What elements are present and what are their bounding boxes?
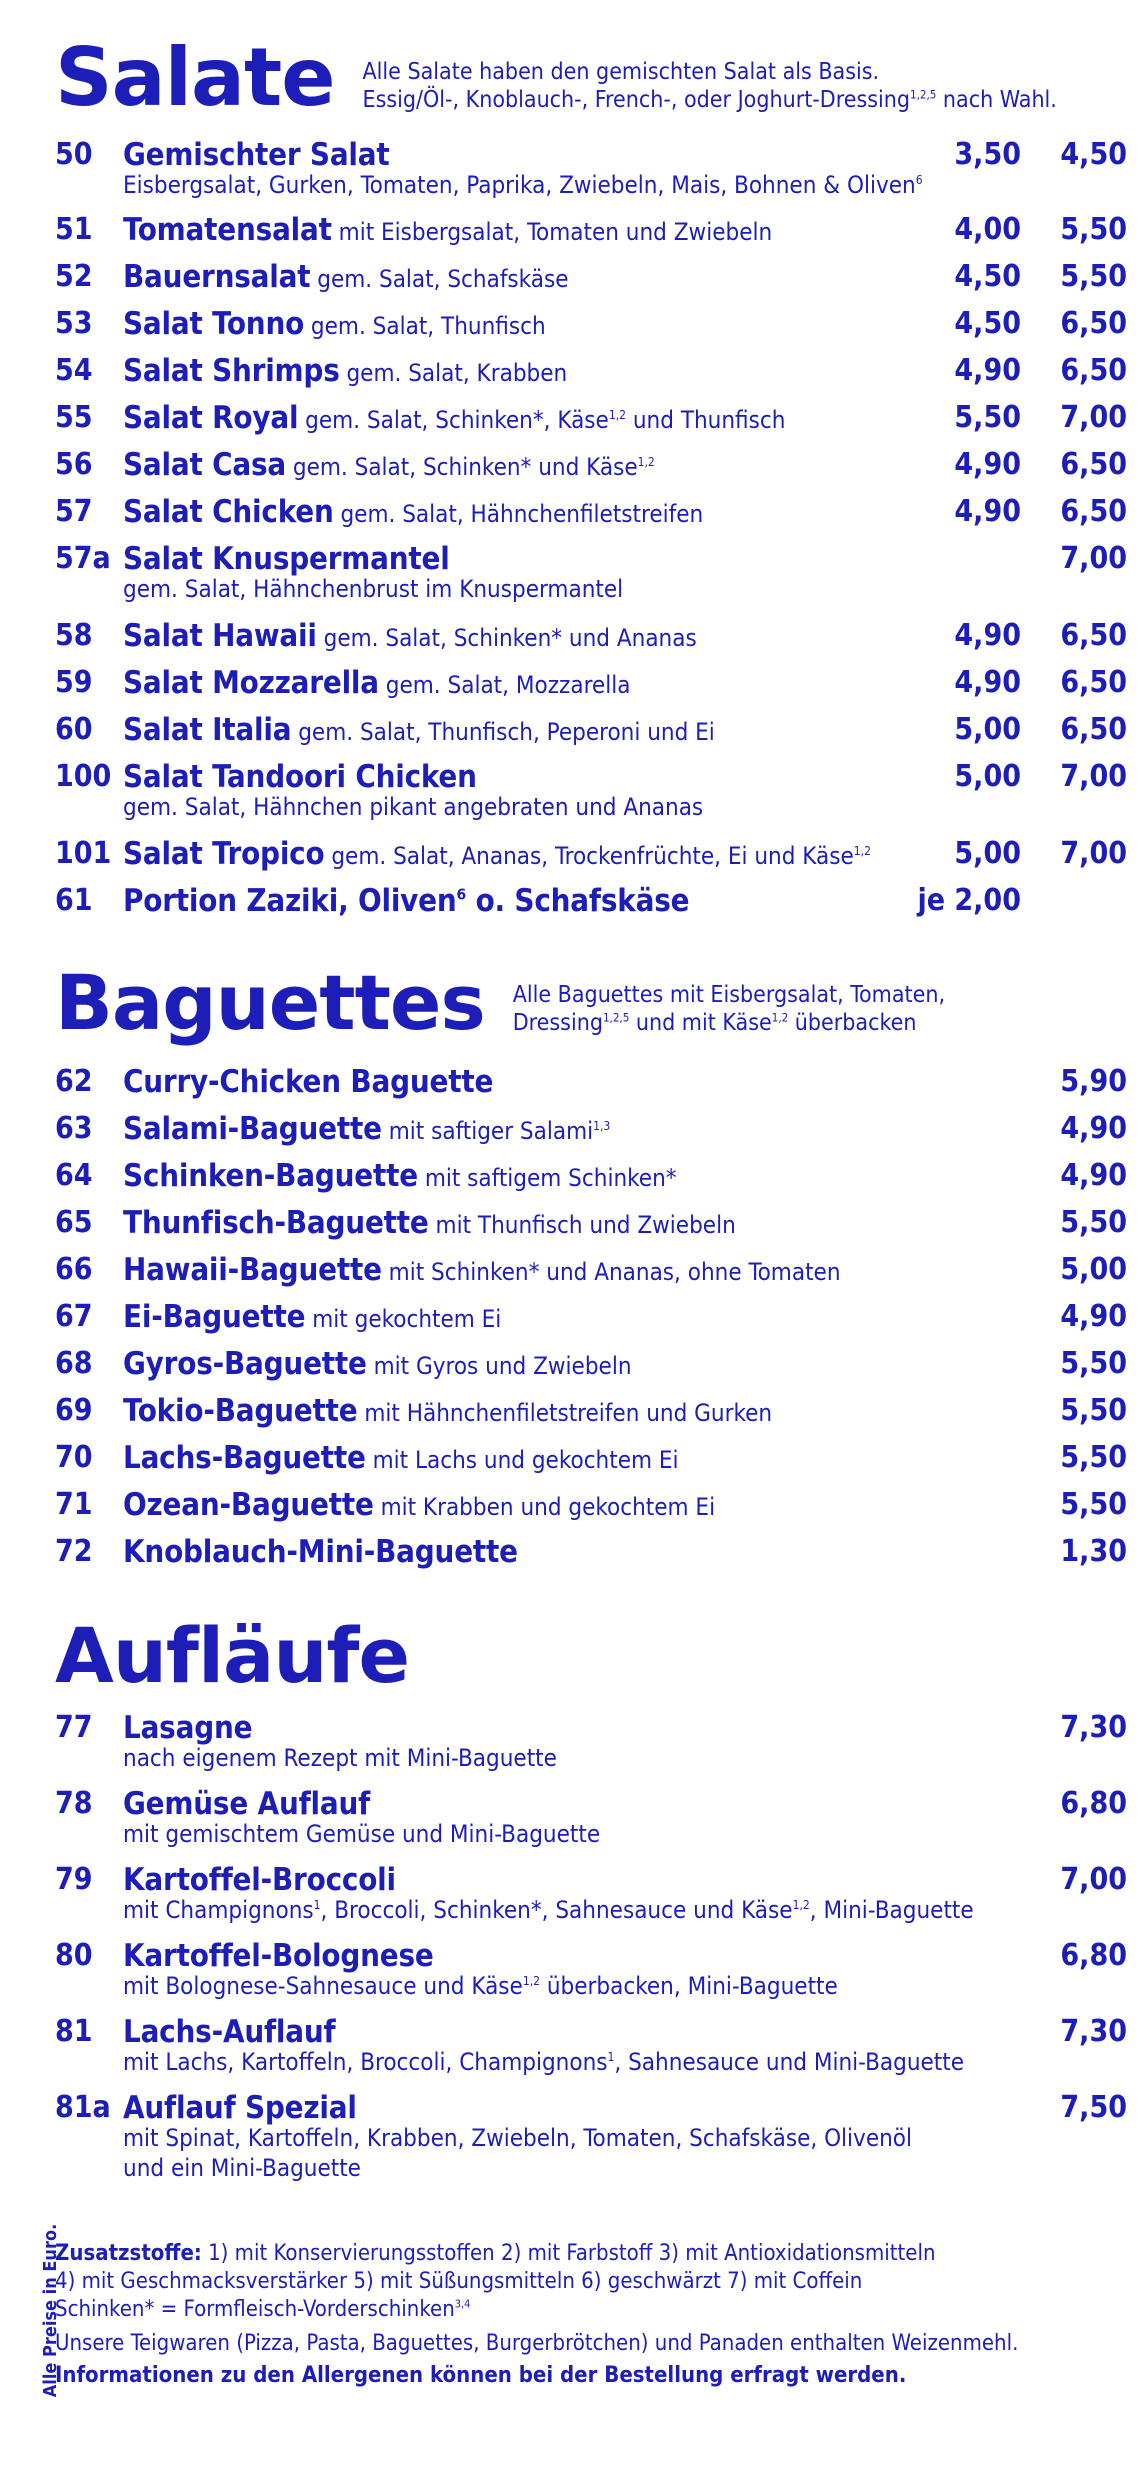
- item-name: Gemüse Auflauf: [123, 1786, 371, 1822]
- salate-title: Salate: [55, 31, 335, 124]
- item-name: Tomatensalat: [123, 212, 332, 248]
- additives-footer: [55, 2240, 1095, 2390]
- item-name: Lasagne: [123, 1710, 253, 1746]
- item-description-cont: und ein Mini-Baguette: [123, 2154, 361, 2182]
- item-price-small: 4,90: [954, 494, 1021, 529]
- item-number: 77: [55, 1710, 93, 1745]
- item-name: Auflauf Spezial: [123, 2090, 357, 2126]
- item-number: 81a: [55, 2090, 111, 2125]
- auflaeufe-header: [55, 1611, 410, 1700]
- item-description: mit gekochtem Ei: [305, 1305, 502, 1333]
- item-price-small: 4,50: [954, 259, 1021, 294]
- item-price-large: 5,50: [1060, 212, 1127, 247]
- item-description: gem. Salat, Schinken* und Käse$^{1,2}$: [286, 453, 655, 481]
- item-price: 5,50: [1060, 1440, 1127, 1475]
- item-number: 63: [55, 1111, 93, 1146]
- footer-line: Zusatzstoffe: 1) mit Konservierungsstoffen 2) mit Farbstoff 3) mit Antioxidationsmitteln: [55, 2241, 936, 2266]
- item-price: 4,90: [1060, 1158, 1127, 1193]
- auflaeufe-title: Aufläufe: [55, 1611, 410, 1700]
- item-name: Tokio-Baguette: [123, 1393, 358, 1429]
- item-price: 6,80: [1060, 1938, 1127, 1973]
- baguettes-note-line2: Dressing$^{1,2,5}$ und mit Käse$^{1,2}$ überbacken: [512, 1010, 917, 1036]
- item-price-large: 6,50: [1060, 665, 1127, 700]
- footer-line: Schinken* = Formfleisch-Vorderschinken$^{3,4}$: [55, 2297, 471, 2322]
- item-number: 56: [55, 447, 93, 482]
- item-name: Salat Tropico: [123, 836, 325, 872]
- item-number: 65: [55, 1205, 93, 1240]
- baguettes-note-line1: Alle Baguettes mit Eisbergsalat, Tomaten,: [512, 982, 946, 1008]
- item-number: 51: [55, 212, 93, 247]
- item-name: Salami-Baguette: [123, 1111, 382, 1147]
- item-number: 70: [55, 1440, 93, 1475]
- item-price-large: 7,00: [1060, 400, 1127, 435]
- item-name: Curry-Chicken Baguette: [123, 1064, 494, 1100]
- item-price: 4,90: [1060, 1111, 1127, 1146]
- item-number: 58: [55, 618, 93, 653]
- side-note: Alle Preise in Euro.: [40, 2223, 62, 2398]
- item-price: 4,90: [1060, 1299, 1127, 1334]
- item-description: mit Bolognese-Sahnesauce und Käse$^{1,2}$ überbacken, Mini-Baguette: [123, 1972, 838, 2000]
- footer-line: Unsere Teigwaren (Pizza, Pasta, Baguettes, Burgerbrötchen) und Panaden enthalten Weizenmehl.: [55, 2331, 1019, 2356]
- item-price-small: 3,50: [954, 137, 1021, 172]
- item-price-large: 7,00: [1060, 759, 1127, 794]
- item-price-small: 5,00: [954, 712, 1021, 747]
- item-name: Salat Knuspermantel: [123, 541, 450, 577]
- item-description: nach eigenem Rezept mit Mini-Baguette: [123, 1744, 557, 1772]
- item-description: gem. Salat, Ananas, Trockenfrüchte, Ei und Käse$^{1,2}$: [324, 842, 871, 870]
- item-description: gem. Salat, Krabben: [339, 359, 568, 387]
- item-price: je 2,00: [917, 883, 1021, 918]
- item-price-large: 6,50: [1060, 712, 1127, 747]
- item-price: 6,80: [1060, 1786, 1127, 1821]
- item-price-large: 7,00: [1060, 541, 1127, 576]
- salate-note-line1: Alle Salate haben den gemischten Salat als Basis.: [362, 59, 880, 85]
- item-number: 59: [55, 665, 93, 700]
- item-price-small: 4,00: [954, 212, 1021, 247]
- item-price: 7,30: [1060, 2014, 1127, 2049]
- item-number: 79: [55, 1862, 93, 1897]
- item-price: 7,30: [1060, 1710, 1127, 1745]
- item-price-large: 6,50: [1060, 494, 1127, 529]
- item-number: 81: [55, 2014, 93, 2049]
- item-number: 71: [55, 1487, 93, 1522]
- footer-line: 4) mit Geschmacksverstärker 5) mit Süßungsmitteln 6) geschwärzt 7) mit Coffein: [55, 2269, 863, 2294]
- item-price-small: 5,50: [954, 400, 1021, 435]
- item-name: Schinken-Baguette: [123, 1158, 418, 1194]
- item-price: 5,50: [1060, 1393, 1127, 1428]
- baguettes-title: Baguettes: [55, 958, 485, 1047]
- item-name: Salat Chicken: [123, 494, 334, 530]
- item-name: Ei-Baguette: [123, 1299, 306, 1335]
- item-description: mit saftiger Salami$^{1,3}$: [381, 1117, 611, 1145]
- item-number: 67: [55, 1299, 93, 1334]
- item-price: 5,50: [1060, 1346, 1127, 1381]
- item-name: Gyros-Baguette: [123, 1346, 367, 1382]
- item-price: 5,90: [1060, 1064, 1127, 1099]
- item-name: Kartoffel-Bolognese: [123, 1938, 434, 1974]
- item-number: 100: [55, 759, 112, 794]
- salate-note-line2: Essig/Öl-, Knoblauch-, French-, oder Joghurt-Dressing$^{1,2,5}$ nach Wahl.: [362, 87, 1057, 113]
- item-price-small: 4,90: [954, 618, 1021, 653]
- item-description: mit Gyros und Zwiebeln: [366, 1352, 632, 1380]
- item-name: Salat Italia: [123, 712, 292, 748]
- item-description: Eisbergsalat, Gurken, Tomaten, Paprika, Zwiebeln, Mais, Bohnen & Oliven$^6$: [123, 171, 923, 199]
- item-price: 1,30: [1060, 1534, 1127, 1569]
- item-number: 54: [55, 353, 93, 388]
- item-price-small: 5,00: [954, 836, 1021, 871]
- item-description: mit Champignons$^1$, Broccoli, Schinken*, Sahnesauce und Käse$^{1,2}$, Mini-Baguette: [123, 1896, 974, 1924]
- item-price: 7,00: [1060, 1862, 1127, 1897]
- item-description: gem. Salat, Hähnchen pikant angebraten und Ananas: [123, 793, 704, 821]
- item-description: gem. Salat, Thunfisch, Peperoni und Ei: [291, 718, 715, 746]
- item-price-small: 4,90: [954, 353, 1021, 388]
- item-description: mit gemischtem Gemüse und Mini-Baguette: [123, 1820, 601, 1848]
- item-name: Bauernsalat: [123, 259, 311, 295]
- item-description: gem. Salat, Schafskäse: [310, 265, 569, 293]
- item-price-small: 4,90: [954, 447, 1021, 482]
- item-price-large: 4,50: [1060, 137, 1127, 172]
- item-number: 55: [55, 400, 93, 435]
- item-number: 64: [55, 1158, 93, 1193]
- item-number: 80: [55, 1938, 93, 1973]
- item-description: mit Krabben und gekochtem Ei: [373, 1493, 716, 1521]
- item-description: mit Hähnchenfiletstreifen und Gurken: [357, 1399, 773, 1427]
- item-name: Lachs-Baguette: [123, 1440, 366, 1476]
- item-number: 101: [55, 836, 112, 871]
- item-description: gem. Salat, Hähnchenfiletstreifen: [333, 500, 704, 528]
- item-name: Kartoffel-Broccoli: [123, 1862, 396, 1898]
- item-number: 52: [55, 259, 93, 294]
- item-name: Salat Mozzarella: [123, 665, 379, 701]
- item-number: 57: [55, 494, 93, 529]
- item-description: mit Lachs, Kartoffeln, Broccoli, Champignons$^1$, Sahnesauce und Mini-Baguette: [123, 2048, 965, 2076]
- item-number: 61: [55, 883, 93, 918]
- footer-allergen-note: Informationen zu den Allergenen können bei der Bestellung erfragt werden.: [55, 2363, 907, 2388]
- item-price-large: 6,50: [1060, 447, 1127, 482]
- item-price: 5,50: [1060, 1205, 1127, 1240]
- item-price-large: 6,50: [1060, 306, 1127, 341]
- item-price-small: 4,50: [954, 306, 1021, 341]
- item-name: Lachs-Auflauf: [123, 2014, 336, 2050]
- item-price-large: 5,50: [1060, 259, 1127, 294]
- item-number: 50: [55, 137, 93, 172]
- item-description: mit Eisbergsalat, Tomaten und Zwiebeln: [331, 218, 773, 246]
- item-description: gem. Salat, Schinken*, Käse$^{1,2}$ und Thunfisch: [298, 406, 786, 434]
- item-name: Thunfisch-Baguette: [123, 1205, 429, 1241]
- item-description: mit Spinat, Kartoffeln, Krabben, Zwiebeln, Tomaten, Schafskäse, Olivenöl: [123, 2124, 913, 2152]
- item-price-large: 6,50: [1060, 618, 1127, 653]
- item-description: mit Thunfisch und Zwiebeln: [428, 1211, 736, 1239]
- salate-header: [55, 31, 1057, 124]
- item-description: mit saftigem Schinken*: [417, 1164, 677, 1192]
- item-name: Gemischter Salat: [123, 137, 390, 173]
- item-number: 62: [55, 1064, 93, 1099]
- item-price: 7,50: [1060, 2090, 1127, 2125]
- salate-note: [363, 58, 1057, 114]
- item-name: Salat Royal: [123, 400, 299, 436]
- item-name: Knoblauch-Mini-Baguette: [123, 1534, 518, 1570]
- item-name: Salat Hawaii: [123, 618, 317, 654]
- item-price-large: 7,00: [1060, 836, 1127, 871]
- item-number: 68: [55, 1346, 93, 1381]
- item-name: Salat Tonno: [123, 306, 305, 342]
- item-name: Hawaii-Baguette: [123, 1252, 382, 1288]
- item-price-small: 4,90: [954, 665, 1021, 700]
- item-name: Ozean-Baguette: [123, 1487, 374, 1523]
- item-number: 60: [55, 712, 93, 747]
- item-number: 72: [55, 1534, 93, 1569]
- item-price: 5,00: [1060, 1252, 1127, 1287]
- item-name: Salat Tandoori Chicken: [123, 759, 477, 795]
- item-description: gem. Salat, Mozzarella: [378, 671, 631, 699]
- item-name: Salat Casa: [123, 447, 287, 483]
- item-number: 78: [55, 1786, 93, 1821]
- item-description: mit Lachs und gekochtem Ei: [365, 1446, 679, 1474]
- item-price: 5,50: [1060, 1487, 1127, 1522]
- item-number: 53: [55, 306, 93, 341]
- item-description: gem. Salat, Hähnchenbrust im Knuspermantel: [123, 575, 624, 603]
- item-name: Salat Shrimps: [123, 353, 340, 389]
- item-price-large: 6,50: [1060, 353, 1127, 388]
- item-number: 69: [55, 1393, 93, 1428]
- baguettes-header: [55, 958, 946, 1047]
- item-description: gem. Salat, Thunfisch: [304, 312, 546, 340]
- baguettes-note: [513, 981, 945, 1037]
- item-number: 57a: [55, 541, 111, 576]
- item-description: mit Schinken* und Ananas, ohne Tomaten: [381, 1258, 841, 1286]
- item-name: Portion Zaziki, Oliven$^6$ o. Schafskäse: [123, 883, 690, 919]
- item-number: 66: [55, 1252, 93, 1287]
- item-price-small: 5,00: [954, 759, 1021, 794]
- item-description: gem. Salat, Schinken* und Ananas: [316, 624, 697, 652]
